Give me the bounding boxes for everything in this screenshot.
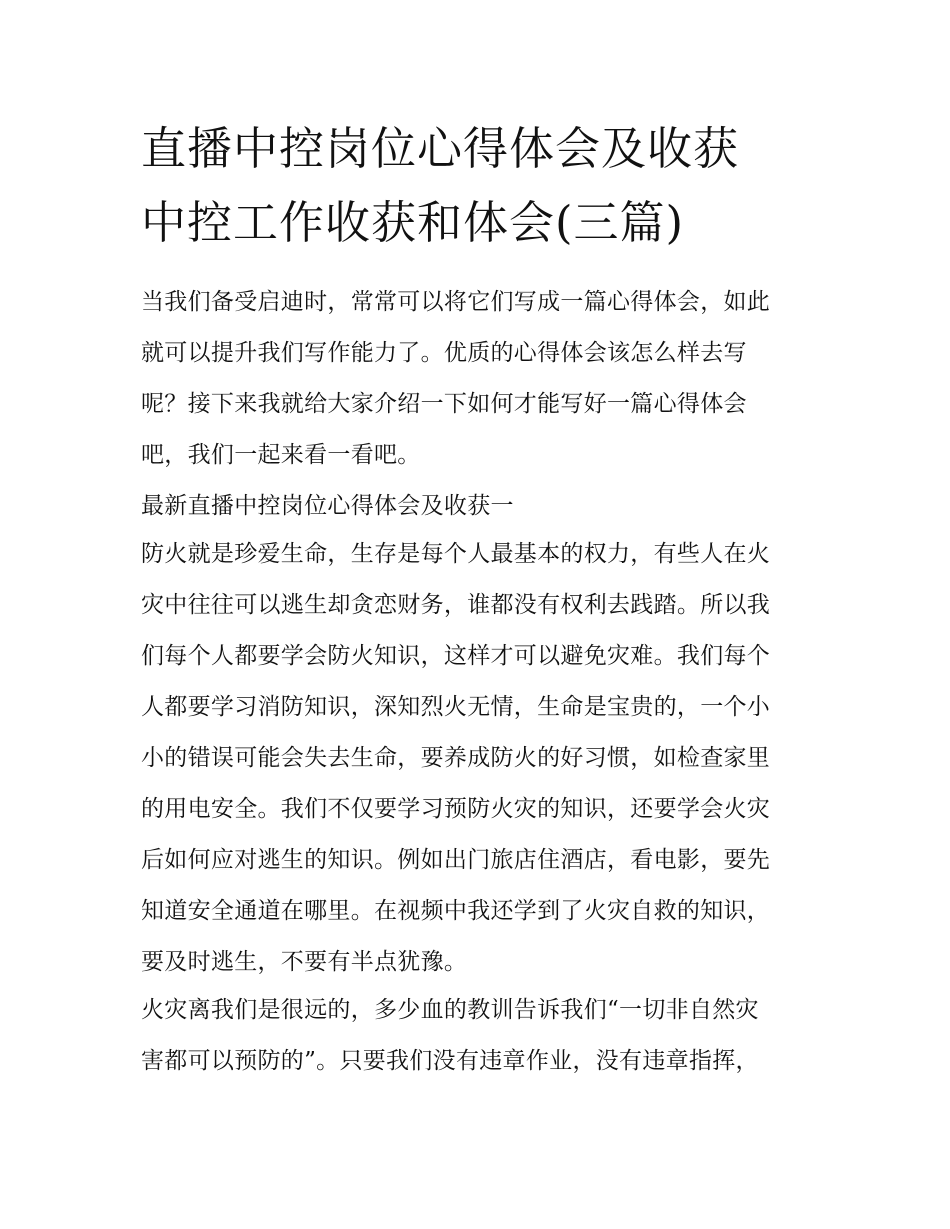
title-line: 中控工作收获和体会(三篇) xyxy=(141,196,685,249)
text-line: 呢？接下来我就给大家介绍一下如何才能写好一篇心得体会 xyxy=(141,391,747,417)
text-line: 害都可以预防的”。只要我们没有违章作业，没有违章指挥， xyxy=(141,1048,759,1074)
section-heading xyxy=(141,483,821,531)
text-line: 就可以提升我们写作能力了。优质的心得体会该怎么样去写 xyxy=(141,340,747,366)
text-line: 防火就是珍爱生命，生存是每个人最基本的权力，有些人在火 xyxy=(141,541,771,567)
text-line: 要及时逃生，不要有半点犹豫。 xyxy=(141,949,468,975)
document-body xyxy=(141,279,821,1089)
text-line: 灾中往往可以逃生却贪恋财务，谁都没有权利去践踏。所以我 xyxy=(141,592,771,618)
text-line: 吧，我们一起来看一看吧。 xyxy=(141,442,421,468)
title-line: 直播中控岗位心得体会及收获 xyxy=(141,122,740,175)
text-line: 小的错误可能会失去生命，要养成防火的好习惯，如检查家里 xyxy=(141,745,771,771)
paragraph-prevention xyxy=(141,987,821,1089)
text-line: 的用电安全。我们不仅要学习预防火灾的知识，还要学会火灾 xyxy=(141,796,771,822)
document-title xyxy=(141,112,821,260)
text-line: 们每个人都要学会防火知识，这样才可以避免灾难。我们每个 xyxy=(141,643,771,669)
text-line: 当我们备受启迪时，常常可以将它们写成一篇心得体会，如此 xyxy=(141,289,771,315)
text-line: 最新直播中控岗位心得体会及收获一 xyxy=(141,493,514,519)
paragraph-fire-safety xyxy=(141,531,821,987)
text-line: 后如何应对逃生的知识。例如出门旅店住酒店，看电影，要先 xyxy=(141,847,771,873)
paragraph-intro xyxy=(141,279,821,483)
text-line: 人都要学习消防知识，深知烈火无情，生命是宝贵的，一个小 xyxy=(141,694,771,720)
text-line: 知道安全通道在哪里。在视频中我还学到了火灾自救的知识， xyxy=(141,898,771,924)
text-line: 火灾离我们是很远的，多少血的教训告诉我们“一切非自然灾 xyxy=(141,997,759,1023)
